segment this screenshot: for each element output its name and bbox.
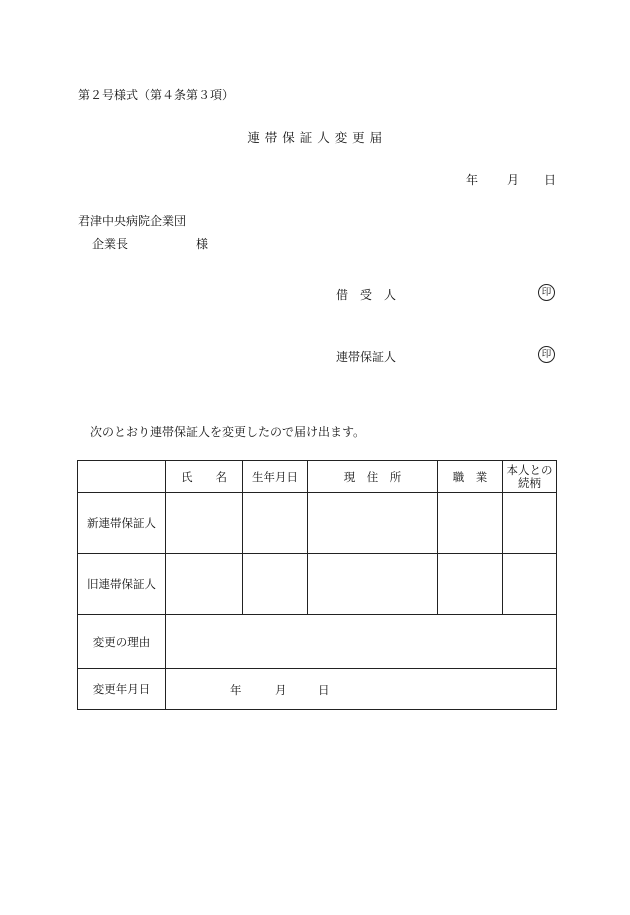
- table-header-row: [78, 461, 557, 493]
- date-year-label: 年: [466, 173, 479, 187]
- change-date-cell[interactable]: [166, 669, 557, 710]
- column-header-relationship: 本人との続柄: [503, 461, 557, 493]
- form-number: 第２号様式（第４条第３項）: [78, 88, 235, 102]
- old-guarantor-address-cell[interactable]: [308, 554, 438, 615]
- guarantor-change-table: [77, 460, 557, 710]
- column-header-birthdate: 生年月日: [243, 461, 308, 493]
- column-header-name: 氏 名: [166, 461, 243, 493]
- change-reason-label: 変更の理由: [78, 615, 166, 669]
- old-guarantor-birthdate-cell[interactable]: [243, 554, 308, 615]
- change-reason-cell[interactable]: [166, 615, 557, 669]
- borrower-label: 借 受 人: [336, 288, 397, 302]
- new-guarantor-address-cell[interactable]: [308, 493, 438, 554]
- guarantor-label: 連帯保証人: [336, 350, 397, 364]
- header-blank-cell: [78, 461, 166, 493]
- change-reason-row: [78, 615, 557, 669]
- new-guarantor-label: 新連帯保証人: [78, 493, 166, 554]
- borrower-seal-icon: 印: [538, 284, 555, 301]
- change-date-year-label: 年: [230, 683, 242, 697]
- new-guarantor-name-cell[interactable]: [166, 493, 243, 554]
- date-day-label: 日: [544, 173, 557, 187]
- change-date-row: [78, 669, 557, 710]
- date-month-label: 月: [507, 173, 520, 187]
- guarantor-seal-icon: 印: [538, 346, 555, 363]
- column-header-occupation: 職 業: [438, 461, 503, 493]
- addressee-organization: 君津中央病院企業団: [78, 214, 187, 228]
- new-guarantor-occupation-cell[interactable]: [438, 493, 503, 554]
- new-guarantor-relationship-cell[interactable]: [503, 493, 557, 554]
- old-guarantor-label: 旧連帯保証人: [78, 554, 166, 615]
- addressee-title: 企業長: [92, 237, 129, 251]
- old-guarantor-row: [78, 554, 557, 615]
- new-guarantor-birthdate-cell[interactable]: [243, 493, 308, 554]
- change-date-month-label: 月: [275, 683, 287, 697]
- column-header-address: 現 住 所: [308, 461, 438, 493]
- old-guarantor-name-cell[interactable]: [166, 554, 243, 615]
- old-guarantor-occupation-cell[interactable]: [438, 554, 503, 615]
- document-title: 連 帯 保 証 人 変 更 届: [247, 130, 383, 145]
- change-date-label: 変更年月日: [78, 669, 166, 710]
- old-guarantor-relationship-cell[interactable]: [503, 554, 557, 615]
- addressee-honorific: 様: [196, 237, 209, 251]
- notice-text: 次のとおり連帯保証人を変更したので届け出ます。: [90, 425, 366, 439]
- change-date-day-label: 日: [318, 683, 330, 697]
- new-guarantor-row: [78, 493, 557, 554]
